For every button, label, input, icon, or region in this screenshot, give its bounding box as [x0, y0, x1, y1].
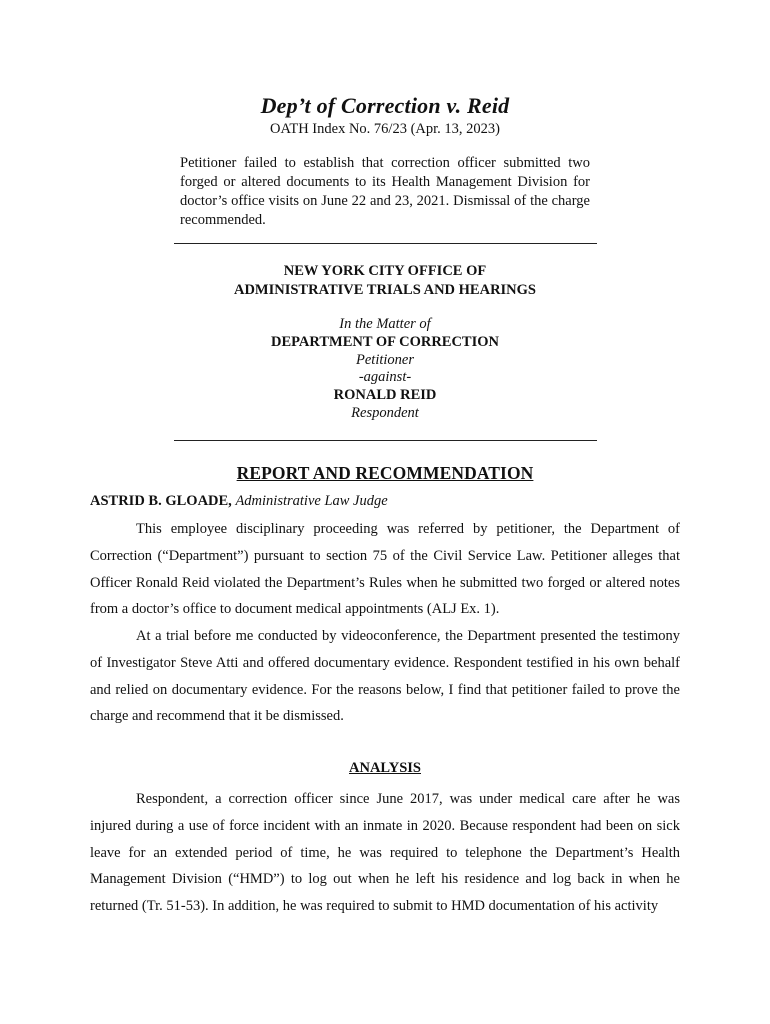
report-paragraph-2: [90, 623, 680, 730]
divider-top: [174, 243, 597, 244]
caption-respondent-name: RONALD REID: [333, 387, 437, 404]
analysis-heading: ANALYSIS: [349, 760, 421, 776]
agency-line-1: NEW YORK CITY OFFICE OF: [283, 263, 487, 279]
agency-name: [0, 262, 770, 300]
judge-name: ASTRID B. GLOADE,: [90, 493, 232, 509]
report-heading: REPORT AND RECOMMENDATION: [236, 463, 534, 483]
analysis-paragraph-1-text: Respondent, a correction officer since June 2017, was under medical care after he was injured during a use of force incident with an inmate in 2020. Because respondent had been on sick leave for an extended period of time, he was required to telephone the Department’s Health Management Division (“HMD”) to log out when he left his residence and log back in when he returned (Tr. 51-53). In addition, he was required to submit to HMD documentation of his activity: [90, 791, 680, 915]
judge-line: [90, 493, 388, 510]
caption-petitioner-name: DEPARTMENT OF CORRECTION: [270, 333, 499, 350]
caption-respondent-role: Respondent: [351, 404, 419, 421]
case-summary: Petitioner failed to establish that correction officer submitted two forged or altered documents to its Health Management Division for doctor’s office visits on June 22 and 23, 2021. Dismissal of the charge recommended.: [180, 155, 590, 228]
case-citation: OATH Index No. 76/23 (Apr. 13, 2023): [270, 121, 500, 137]
caption-against: -against-: [358, 369, 412, 386]
agency-line-2: ADMINISTRATIVE TRIALS AND HEARINGS: [233, 282, 536, 298]
case-title: Dep’t of Correction v. Reid: [260, 93, 510, 118]
divider-bottom: [174, 440, 597, 441]
judge-title: Administrative Law Judge: [235, 493, 388, 509]
caption-matter: In the Matter of: [339, 316, 431, 332]
report-paragraph-1: [90, 516, 680, 623]
report-paragraph-2-text: At a trial before me conducted by videoconference, the Department presented the testimony of Investigator Steve Atti and offered documentary evidence. Respondent testified in his own behalf and relied on documentary evidence. For the reasons below, I find that petitioner failed to prove the charge and recommend that it be dismissed.: [90, 628, 680, 725]
report-paragraph-1-text: This employee disciplinary proceeding was referred by petitioner, the Department of Correction (“Department”) pursuant to section 75 of the Civil Service Law. Petitioner alleges that Officer Ronald Reid violated the Department’s Rules when he submitted two forged or altered notes from a doctor’s office to document medical appointments (ALJ Ex. 1).: [90, 521, 680, 618]
analysis-paragraph-1: [90, 786, 680, 920]
caption-petitioner-role: Petitioner: [356, 351, 414, 368]
case-caption: [0, 316, 770, 423]
